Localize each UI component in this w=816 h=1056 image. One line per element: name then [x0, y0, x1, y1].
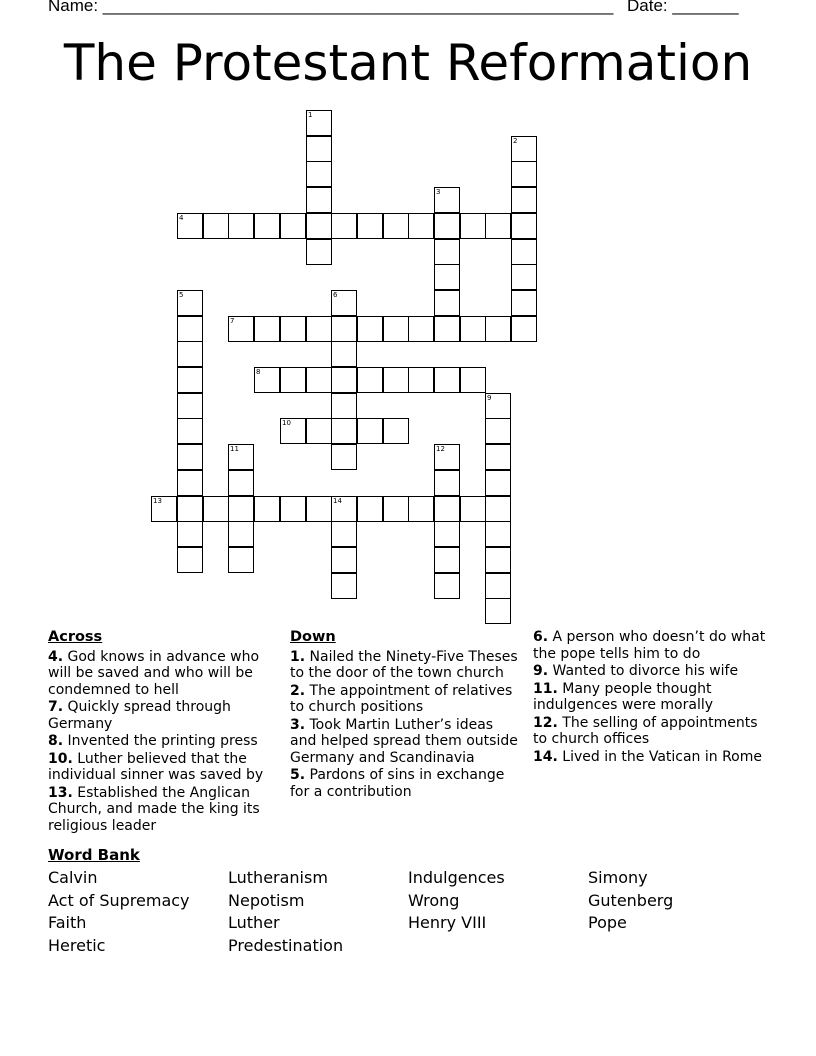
grid-cell[interactable]	[331, 316, 357, 342]
grid-cell[interactable]	[177, 213, 203, 239]
grid-cell[interactable]	[228, 496, 254, 522]
grid-cell[interactable]	[228, 316, 254, 342]
grid-cell[interactable]	[460, 316, 486, 342]
grid-cell[interactable]	[511, 213, 537, 239]
word-bank-item: Henry VIII	[408, 913, 487, 932]
clue-item	[533, 715, 773, 748]
grid-cell[interactable]	[177, 496, 203, 522]
grid-cell[interactable]	[228, 470, 254, 496]
grid-cell[interactable]	[511, 136, 537, 162]
page-title: The Protestant Reformation	[63, 34, 753, 92]
clue-item	[290, 683, 522, 716]
grid-cell[interactable]	[254, 213, 280, 239]
clue-number-label: 8.	[48, 733, 64, 749]
grid-cell[interactable]	[434, 496, 460, 522]
clue-number: 5	[179, 291, 184, 299]
clue-number: 9	[487, 394, 492, 402]
across-clue-list	[48, 649, 278, 835]
grid-cell[interactable]	[306, 367, 332, 393]
word-bank-item: Simony	[588, 868, 648, 887]
grid-cell[interactable]	[306, 161, 332, 187]
clue-number: 13	[153, 497, 162, 505]
clue-number-label: 7.	[48, 699, 64, 715]
grid-cell[interactable]	[383, 316, 409, 342]
clue-text: The appointment of relatives to church positions	[290, 682, 513, 715]
grid-cell[interactable]	[460, 367, 486, 393]
down-clues	[290, 629, 522, 801]
clue-number-label: 12.	[533, 714, 558, 731]
grid-cell[interactable]	[511, 239, 537, 265]
grid-cell[interactable]	[357, 316, 383, 342]
word-bank-heading: Word Bank	[48, 846, 140, 864]
date-field-label: Date: _______	[627, 0, 739, 15]
grid-cell[interactable]	[177, 341, 203, 367]
grid-cell[interactable]	[280, 418, 306, 444]
clue-text: The selling of appointments to church offices	[533, 714, 758, 747]
grid-cell[interactable]	[177, 367, 203, 393]
word-bank-item: Predestination	[228, 936, 344, 955]
grid-cell[interactable]	[306, 213, 332, 239]
clue-text: Lived in the Vatican in Rome	[557, 748, 763, 765]
grid-cell[interactable]	[485, 418, 511, 444]
grid-cell[interactable]	[203, 496, 229, 522]
clue-number: 10	[282, 419, 291, 427]
grid-cell[interactable]	[280, 213, 306, 239]
clue-number-label: 2.	[290, 682, 306, 699]
clue-item	[533, 681, 773, 714]
clue-item	[290, 649, 522, 682]
grid-cell[interactable]	[331, 496, 357, 522]
word-bank-item: Nepotism	[228, 891, 305, 910]
grid-cell[interactable]	[228, 547, 254, 573]
clue-number: 11	[230, 445, 239, 453]
clue-text: Nailed the Ninety-Five Theses to the door of the town church	[290, 648, 518, 681]
grid-cell[interactable]	[434, 444, 460, 470]
grid-cell[interactable]	[408, 496, 434, 522]
grid-cell[interactable]	[254, 496, 280, 522]
grid-cell[interactable]	[485, 598, 511, 624]
clue-number-label: 3.	[290, 716, 306, 733]
grid-cell[interactable]	[228, 213, 254, 239]
grid-cell[interactable]	[177, 418, 203, 444]
clue-number-label: 14.	[533, 748, 558, 765]
clue-number: 14	[333, 497, 342, 505]
word-bank-item: Pope	[588, 913, 627, 932]
grid-cell[interactable]	[177, 393, 203, 419]
clue-number: 2	[513, 137, 518, 145]
grid-cell[interactable]	[331, 444, 357, 470]
grid-cell[interactable]	[177, 547, 203, 573]
grid-cell[interactable]	[357, 496, 383, 522]
word-bank-item: Indulgences	[408, 868, 505, 887]
clue-item	[290, 717, 522, 767]
grid-cell[interactable]	[331, 341, 357, 367]
grid-cell[interactable]	[228, 444, 254, 470]
clue-text: A person who doesn’t do what the pope tells him to do	[533, 629, 766, 662]
clue-item	[533, 749, 773, 766]
grid-cell[interactable]	[228, 521, 254, 547]
grid-cell[interactable]	[203, 213, 229, 239]
grid-cell[interactable]	[177, 316, 203, 342]
grid-cell[interactable]	[331, 418, 357, 444]
grid-cell[interactable]	[331, 367, 357, 393]
clue-number: 4	[179, 214, 184, 222]
grid-cell[interactable]	[408, 213, 434, 239]
grid-cell[interactable]	[434, 290, 460, 316]
clue-text: Invented the printing press	[63, 733, 258, 749]
word-bank-item: Lutheranism	[228, 868, 328, 887]
down-heading: Down	[290, 629, 336, 645]
grid-cell[interactable]	[511, 187, 537, 213]
grid-cell[interactable]	[331, 521, 357, 547]
clue-number-label: 13.	[48, 784, 73, 801]
clue-item	[48, 785, 278, 835]
grid-cell[interactable]	[280, 496, 306, 522]
clue-number-label: 5.	[290, 767, 306, 783]
grid-cell[interactable]	[434, 316, 460, 342]
grid-cell[interactable]	[306, 110, 332, 136]
clue-text: Quickly spread through Germany	[48, 699, 231, 732]
grid-cell[interactable]	[306, 496, 332, 522]
grid-cell[interactable]	[280, 316, 306, 342]
down-clue-list-continued	[533, 629, 773, 765]
grid-cell[interactable]	[434, 187, 460, 213]
grid-cell[interactable]	[306, 136, 332, 162]
clue-number: 7	[230, 317, 235, 325]
grid-cell[interactable]	[485, 496, 511, 522]
grid-cell[interactable]	[280, 367, 306, 393]
clue-item	[48, 649, 278, 699]
clue-number-label: 11.	[533, 680, 558, 697]
grid-cell[interactable]	[177, 470, 203, 496]
grid-cell[interactable]	[151, 496, 177, 522]
clue-text: Pardons of sins in exchange for a contribution	[290, 767, 505, 800]
grid-cell[interactable]	[434, 264, 460, 290]
clue-text: Luther believed that the individual sinner was saved by	[48, 750, 264, 783]
clue-item	[533, 629, 773, 662]
clue-text: Took Martin Luther’s ideas and helped spread them outside Germany and Scandinavia	[290, 716, 518, 766]
grid-cell[interactable]	[331, 393, 357, 419]
grid-cell[interactable]	[357, 418, 383, 444]
grid-cell[interactable]	[177, 521, 203, 547]
grid-cell[interactable]	[331, 213, 357, 239]
word-bank-item: Wrong	[408, 891, 460, 910]
grid-cell[interactable]	[383, 418, 409, 444]
grid-cell[interactable]	[434, 470, 460, 496]
grid-cell[interactable]	[331, 573, 357, 599]
clue-number-label: 1.	[290, 648, 306, 665]
grid-cell[interactable]	[306, 239, 332, 265]
grid-cell[interactable]	[177, 444, 203, 470]
grid-cell[interactable]	[306, 187, 332, 213]
clue-text: Wanted to divorce his wife	[548, 663, 739, 679]
grid-cell[interactable]	[306, 316, 332, 342]
grid-cell[interactable]	[485, 444, 511, 470]
clue-number-label: 10.	[48, 750, 73, 767]
grid-cell[interactable]	[485, 547, 511, 573]
grid-cell[interactable]	[434, 573, 460, 599]
word-bank-item: Faith	[48, 913, 87, 932]
grid-cell[interactable]	[383, 367, 409, 393]
clue-text: Established the Anglican Church, and made the king its religious leader	[48, 784, 260, 834]
clue-number: 1	[308, 111, 313, 119]
grid-cell[interactable]	[408, 367, 434, 393]
grid-cell[interactable]	[254, 316, 280, 342]
grid-cell[interactable]	[485, 521, 511, 547]
grid-cell[interactable]	[434, 521, 460, 547]
grid-cell[interactable]	[177, 290, 203, 316]
across-clues	[48, 629, 278, 835]
clue-number-label: 6.	[533, 629, 549, 645]
grid-cell[interactable]	[511, 290, 537, 316]
grid-cell[interactable]	[485, 213, 511, 239]
word-bank-item: Luther	[228, 913, 280, 932]
across-heading: Across	[48, 629, 103, 645]
clue-number-label: 9.	[533, 663, 549, 679]
grid-cell[interactable]	[408, 316, 434, 342]
grid-cell[interactable]	[434, 367, 460, 393]
grid-cell[interactable]	[357, 213, 383, 239]
word-bank-item: Calvin	[48, 868, 98, 887]
grid-cell[interactable]	[485, 393, 511, 419]
clue-item	[48, 751, 278, 784]
grid-cell[interactable]	[511, 161, 537, 187]
clue-item	[48, 699, 278, 732]
clue-number: 12	[436, 445, 445, 453]
clue-number: 8	[256, 368, 261, 376]
grid-cell[interactable]	[485, 316, 511, 342]
word-bank-item: Act of Supremacy	[48, 891, 190, 910]
grid-cell[interactable]	[485, 470, 511, 496]
grid-cell[interactable]	[357, 367, 383, 393]
grid-cell[interactable]	[511, 316, 537, 342]
grid-cell[interactable]	[434, 213, 460, 239]
grid-cell[interactable]	[306, 418, 332, 444]
clue-item	[290, 767, 522, 800]
clue-item	[533, 663, 773, 680]
grid-cell[interactable]	[383, 496, 409, 522]
word-bank-item: Gutenberg	[588, 891, 674, 910]
down-clues-continued	[533, 629, 773, 766]
down-clue-list	[290, 649, 522, 801]
grid-cell[interactable]	[460, 496, 486, 522]
clue-item	[48, 733, 278, 750]
grid-cell[interactable]	[511, 264, 537, 290]
grid-cell[interactable]	[434, 239, 460, 265]
grid-cell[interactable]	[485, 573, 511, 599]
clue-text: Many people thought indulgences were morally	[533, 680, 714, 713]
grid-cell[interactable]	[434, 547, 460, 573]
grid-cell[interactable]	[254, 367, 280, 393]
grid-cell[interactable]	[383, 213, 409, 239]
clue-number: 3	[436, 188, 441, 196]
clue-number: 6	[333, 291, 338, 299]
grid-cell[interactable]	[460, 213, 486, 239]
clue-number-label: 4.	[48, 648, 64, 665]
name-field-label: Name: ______________________________________________________	[48, 0, 614, 15]
grid-cell[interactable]	[331, 547, 357, 573]
clue-text: God knows in advance who will be saved and who will be condemned to hell	[48, 648, 260, 698]
word-bank-item: Heretic	[48, 936, 106, 955]
grid-cell[interactable]	[331, 290, 357, 316]
